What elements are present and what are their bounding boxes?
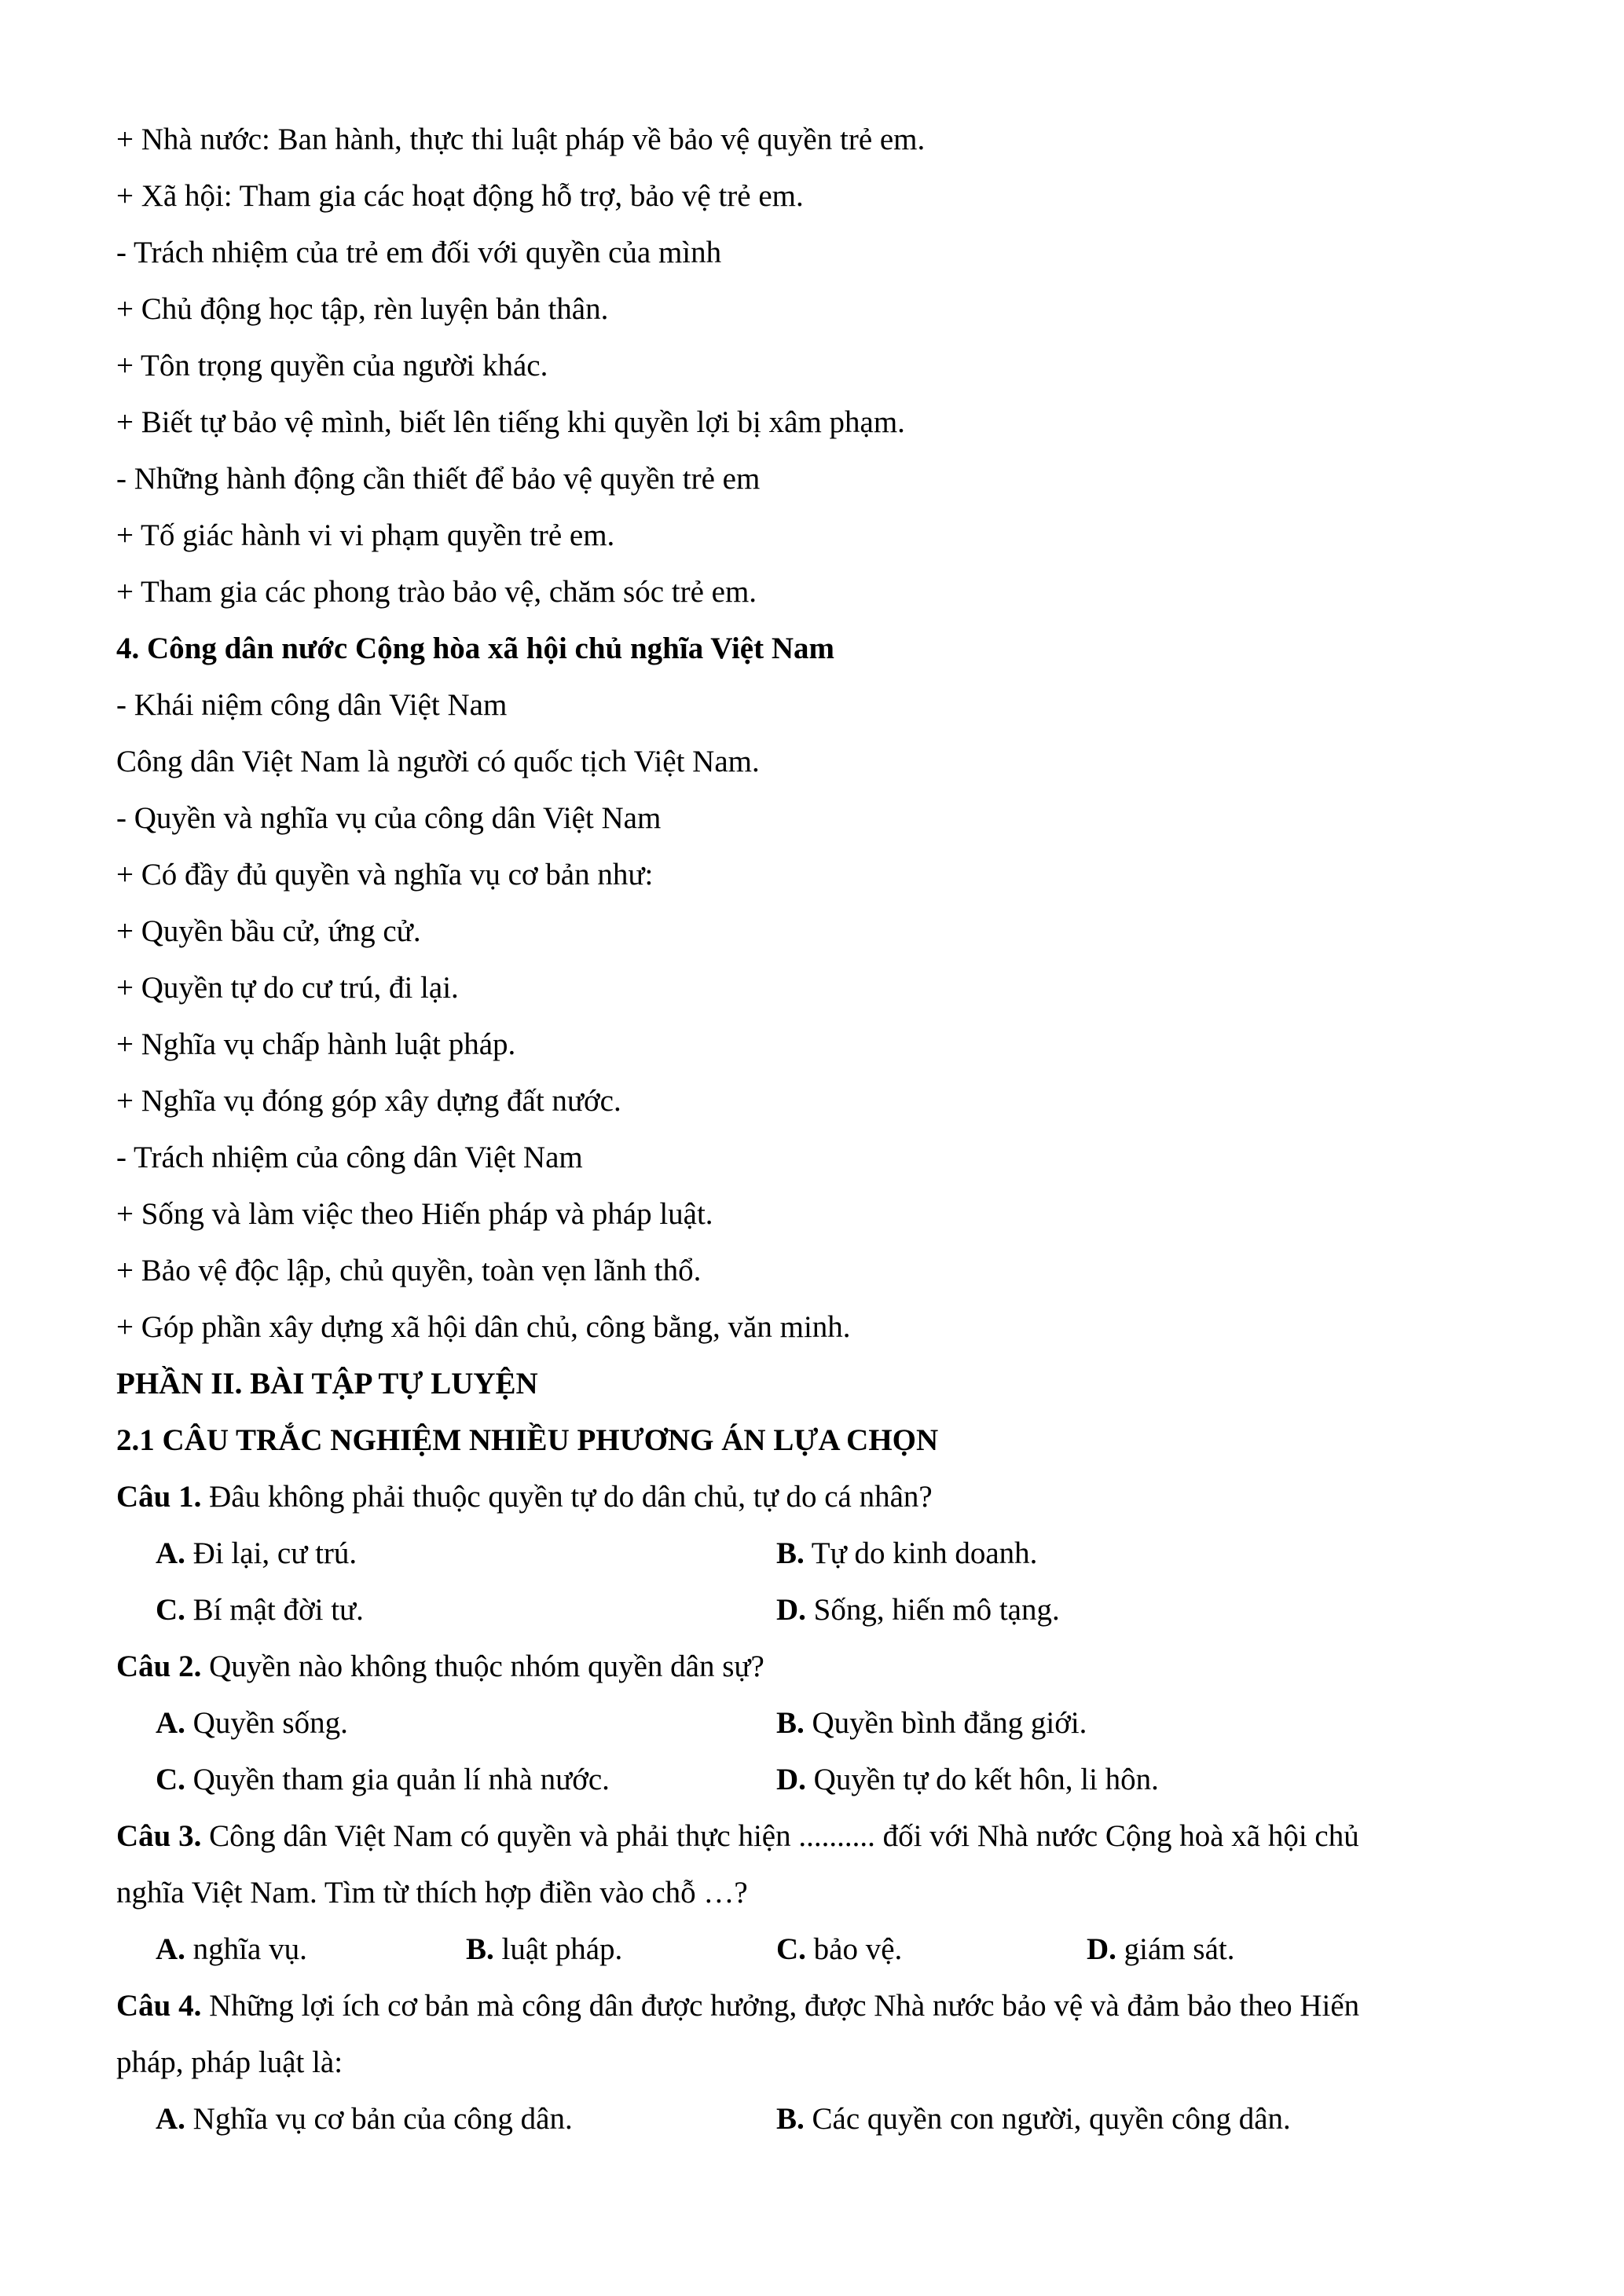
option-b: B. Quyền bình đẳng giới. (776, 1706, 1087, 1740)
text-line: - Trách nhiệm của trẻ em đối với quyền của mình (116, 236, 722, 269)
option-d: D. Quyền tự do kết hôn, li hôn. (776, 1763, 1159, 1796)
options-row (116, 1525, 1515, 1582)
text-line: + Bảo vệ độc lập, chủ quyền, toàn vẹn lãnh thổ. (116, 1254, 702, 1287)
text-line: + Nhà nước: Ban hành, thực thi luật pháp về bảo vệ quyền trẻ em. (116, 123, 926, 156)
document-content (116, 112, 1515, 2148)
text-line: + Xã hội: Tham gia các hoạt động hỗ trợ, bảo vệ trẻ em. (116, 179, 804, 213)
option-b: B. Tự do kinh doanh. (776, 1536, 1038, 1570)
options-row (116, 1582, 1515, 1639)
text-line: + Tham gia các phong trào bảo vệ, chăm sóc trẻ em. (116, 575, 757, 609)
option-d: D. giám sát. (1087, 1932, 1235, 1966)
text-line: + Chủ động học tập, rèn luyện bản thân. (116, 292, 609, 326)
question-1 (116, 1469, 1515, 1525)
options-row (116, 1921, 1515, 1978)
question-4 (116, 1978, 1515, 2034)
text-line: + Có đầy đủ quyền và nghĩa vụ cơ bản như: (116, 858, 654, 892)
text-line: - Khái niệm công dân Việt Nam (116, 688, 508, 722)
subsection-heading: 2.1 CÂU TRẮC NGHIỆM NHIỀU PHƯƠNG ÁN LỰA CHỌN (116, 1423, 939, 1457)
option-b: B. Các quyền con người, quyền công dân. (776, 2102, 1291, 2136)
option-d: D. Sống, hiến mô tạng. (776, 1593, 1060, 1627)
question-2 (116, 1639, 1515, 1695)
text-line: + Nghĩa vụ đóng góp xây dựng đất nước. (116, 1084, 621, 1118)
text-line: + Nghĩa vụ chấp hành luật pháp. (116, 1027, 516, 1061)
question-label: Câu 2. (116, 1650, 202, 1683)
option-a: A. Quyền sống. (156, 1706, 348, 1740)
text-line: - Quyền và nghĩa vụ của công dân Việt Nam (116, 801, 662, 835)
option-b: B. luật pháp. (466, 1932, 623, 1966)
text-line: - Trách nhiệm của công dân Việt Nam (116, 1141, 583, 1174)
question-text: Những lợi ích cơ bản mà công dân được hưởng, được Nhà nước bảo vệ và đảm bảo theo Hiến (201, 1989, 1360, 2023)
question-text-continued: nghĩa Việt Nam. Tìm từ thích hợp điền vào chỗ …? (116, 1876, 748, 1910)
options-row (116, 1752, 1515, 1808)
option-a: A. Nghĩa vụ cơ bản của công dân. (156, 2102, 573, 2136)
question-3 (116, 1808, 1515, 1865)
options-row (116, 1695, 1515, 1752)
question-label: Câu 1. (116, 1480, 202, 1514)
text-line: - Những hành động cần thiết để bảo vệ quyền trẻ em (116, 462, 761, 496)
text-line: + Tố giác hành vi vi phạm quyền trẻ em. (116, 518, 615, 552)
part-heading: PHẦN II. BÀI TẬP TỰ LUYỆN (116, 1367, 538, 1401)
option-c: C. Quyền tham gia quản lí nhà nước. (156, 1763, 610, 1796)
option-c: C. Bí mật đời tư. (156, 1593, 364, 1627)
question-label: Câu 3. (116, 1819, 202, 1853)
options-row (116, 2091, 1515, 2148)
text-line: + Tôn trọng quyền của người khác. (116, 349, 548, 383)
text-line: + Quyền bầu cử, ứng cử. (116, 914, 421, 948)
question-label: Câu 4. (116, 1989, 202, 2023)
text-line: Công dân Việt Nam là người có quốc tịch Việt Nam. (116, 745, 760, 778)
question-text: Đâu không phải thuộc quyền tự do dân chủ, tự do cá nhân? (201, 1480, 933, 1514)
option-c: C. bảo vệ. (776, 1932, 903, 1966)
question-text: Công dân Việt Nam có quyền và phải thực hiện .......... đối với Nhà nước Cộng hoà xã hội chủ (201, 1819, 1359, 1853)
option-a: A. nghĩa vụ. (156, 1932, 307, 1966)
option-a: A. Đi lại, cư trú. (156, 1536, 357, 1570)
text-line: + Quyền tự do cư trú, đi lại. (116, 971, 459, 1005)
section-heading: 4. Công dân nước Cộng hòa xã hội chủ nghĩa Việt Nam (116, 632, 835, 665)
question-text: Quyền nào không thuộc nhóm quyền dân sự? (201, 1650, 764, 1683)
text-line: + Góp phần xây dựng xã hội dân chủ, công bằng, văn minh. (116, 1310, 851, 1344)
text-line: + Biết tự bảo vệ mình, biết lên tiếng khi quyền lợi bị xâm phạm. (116, 405, 905, 439)
text-line: + Sống và làm việc theo Hiến pháp và pháp luật. (116, 1197, 713, 1231)
question-text-continued: pháp, pháp luật là: (116, 2045, 343, 2079)
